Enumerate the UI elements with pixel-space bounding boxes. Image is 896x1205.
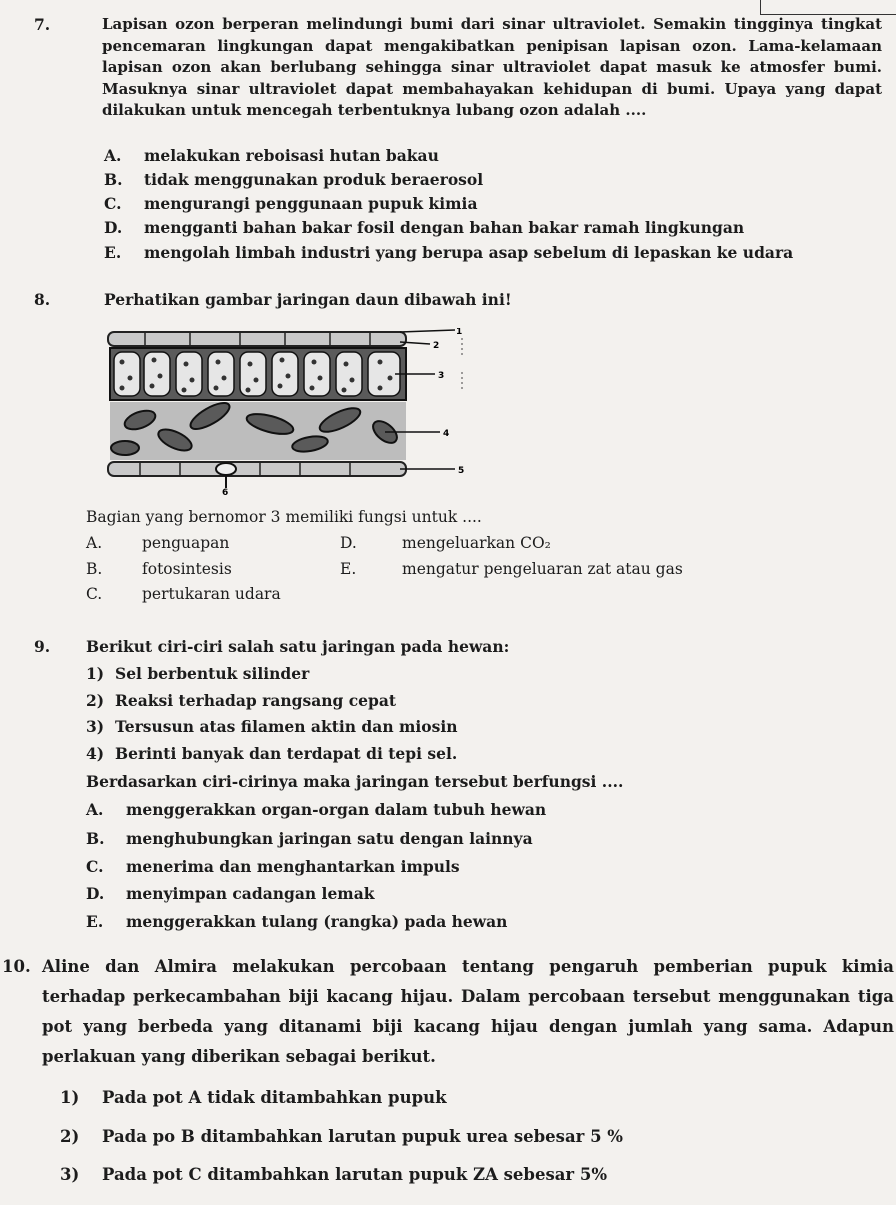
q9-statement-1 [86,664,309,683]
q10-statement-2 [60,1127,623,1146]
stem-line: Masuknya sinar ultraviolet dapat membahayakan kehidupan di bumi. Upaya yang dapat [102,79,882,98]
stem-line: perlakuan yang diberikan sebagai berikut. [42,1047,436,1066]
statement-text: Pada pot A tidak ditambahkan pupuk [102,1088,447,1107]
statement-text: Tersusun atas filamen aktin dan miosin [115,717,458,736]
statement-number: 1) [60,1088,80,1107]
statement-number: 4) [86,744,105,763]
question-8-number: 8. [34,290,51,309]
option-text: fotosintesis [142,560,232,578]
leaf-tissue-figure [100,328,480,496]
option-letter: B. [104,170,123,189]
option-text: menghubungkan jaringan satu dengan lainnya [126,829,533,848]
option-letter: C. [86,585,103,603]
option-text: menggerakkan tulang (rangka) pada hewan [126,912,508,931]
question-10-number: 10. [2,957,31,976]
statement-number: 3) [86,717,105,736]
q9-statement-4 [86,744,457,763]
statement-number: 2) [60,1127,80,1146]
question-7-stem [102,14,882,122]
q9-option-d[interactable] [86,884,374,903]
statement-text: Pada pot C ditambahkan larutan pupuk ZA sebesar 5% [102,1165,608,1184]
stem-line: terhadap perkecambahan biji kacang hijau. Dalam percobaan tersebut menggunakan tiga [42,987,894,1006]
statement-text: Pada po B ditambahkan larutan pupuk urea sebesar 5 % [102,1127,623,1146]
option-letter: A. [86,800,104,819]
option-text: tidak menggunakan produk beraerosol [144,170,484,189]
q8-option-d[interactable] [340,534,551,552]
statement-text: Berinti banyak dan terdapat di tepi sel. [115,744,458,763]
statement-number: 1) [86,664,105,683]
question-8-stem: Perhatikan gambar jaringan daun dibawah ini! [104,290,512,309]
q9-option-c[interactable] [86,857,460,876]
q10-statement-3 [60,1165,607,1184]
option-letter: B. [86,829,105,848]
q7-option-a[interactable] [104,146,439,165]
statement-text: Reaksi terhadap rangsang cepat [115,691,397,710]
option-letter: E. [86,912,104,931]
option-letter: E. [340,560,357,578]
option-letter: B. [86,560,103,578]
figure-label-1: 1 [456,328,463,337]
option-letter: A. [86,534,103,552]
q7-option-b[interactable] [104,170,483,189]
option-text: penguapan [142,534,230,552]
stem-line: pot yang berbeda yang ditanami biji kacang hijau dengan jumlah yang sama. Adapun [42,1017,894,1036]
stem-line: dilakukan untuk mencegah terbentuknya lubang ozon adalah .... [102,101,647,119]
option-letter: C. [86,857,104,876]
q9-statement-3 [86,717,458,736]
figure-label-6: 6 [222,488,229,496]
option-text: pertukaran udara [142,585,281,603]
option-text: mengeluarkan CO₂ [402,534,551,552]
q7-option-e[interactable] [104,243,793,262]
stem-line: pencemaran lingkungan dapat mengakibatkan penipisan lapisan ozon. Lama-kelamaan [102,36,882,55]
q8-option-e[interactable] [340,560,683,578]
question-8-question: Bagian yang bernomor 3 memiliki fungsi untuk .... [86,508,482,526]
q9-option-a[interactable] [86,800,546,819]
q7-option-c[interactable] [104,194,478,213]
question-7-number: 7. [34,15,51,34]
option-text: menggerakkan organ-organ dalam tubuh hewan [126,800,547,819]
upper-epidermis [108,332,406,346]
option-letter: D. [340,534,357,552]
q8-option-c[interactable] [86,585,281,603]
question-9-stem: Berikut ciri-ciri salah satu jaringan pada hewan: [86,637,510,656]
option-letter: D. [86,884,105,903]
q9-statement-2 [86,691,396,710]
figure-label-4: 4 [443,429,450,439]
q7-option-d[interactable] [104,218,744,237]
question-9-question: Berdasarkan ciri-cirinya maka jaringan tersebut berfungsi .... [86,772,624,791]
q8-option-a[interactable] [86,534,229,552]
option-text: mengurangi penggunaan pupuk kimia [144,194,478,213]
option-text: menerima dan menghantarkan impuls [126,857,460,876]
q10-statement-1 [60,1088,447,1107]
option-letter: C. [104,194,122,213]
q8-option-b[interactable] [86,560,232,578]
question-10-stem [42,952,894,1072]
question-9-number: 9. [34,637,51,656]
lower-epidermis [108,462,406,476]
figure-label-2: 2 [433,341,440,351]
option-letter: E. [104,243,122,262]
q9-option-e[interactable] [86,912,507,931]
option-letter: A. [104,146,122,165]
stem-line: Lapisan ozon berperan melindungi bumi dari sinar ultraviolet. Semakin tingginya tingkat [102,15,882,33]
option-text: melakukan reboisasi hutan bakau [144,146,439,165]
option-text: menyimpan cadangan lemak [126,884,375,903]
stem-line: lapisan ozon akan berlubang sehingga sinar ultraviolet dapat masuk ke atmosfer bumi. [102,58,882,76]
option-text: mengatur pengeluaran zat atau gas [402,560,683,578]
statement-number: 2) [86,691,105,710]
option-text: mengolah limbah industri yang berupa asap sebelum di lepaskan ke udara [144,243,794,262]
figure-label-3: 3 [438,371,445,381]
option-text: mengganti bahan bakar fosil dengan bahan bakar ramah lingkungan [144,218,745,237]
q9-option-b[interactable] [86,829,533,848]
page-corner-line [760,0,896,15]
option-letter: D. [104,218,123,237]
figure-label-5: 5 [458,466,465,476]
palisade-layer [110,348,406,400]
statement-number: 3) [60,1165,80,1184]
stem-line: Aline dan Almira melakukan percobaan tentang pengaruh pemberian pupuk kimia [42,957,894,976]
statement-text: Sel berbentuk silinder [115,664,310,683]
spongy-layer [110,398,406,460]
